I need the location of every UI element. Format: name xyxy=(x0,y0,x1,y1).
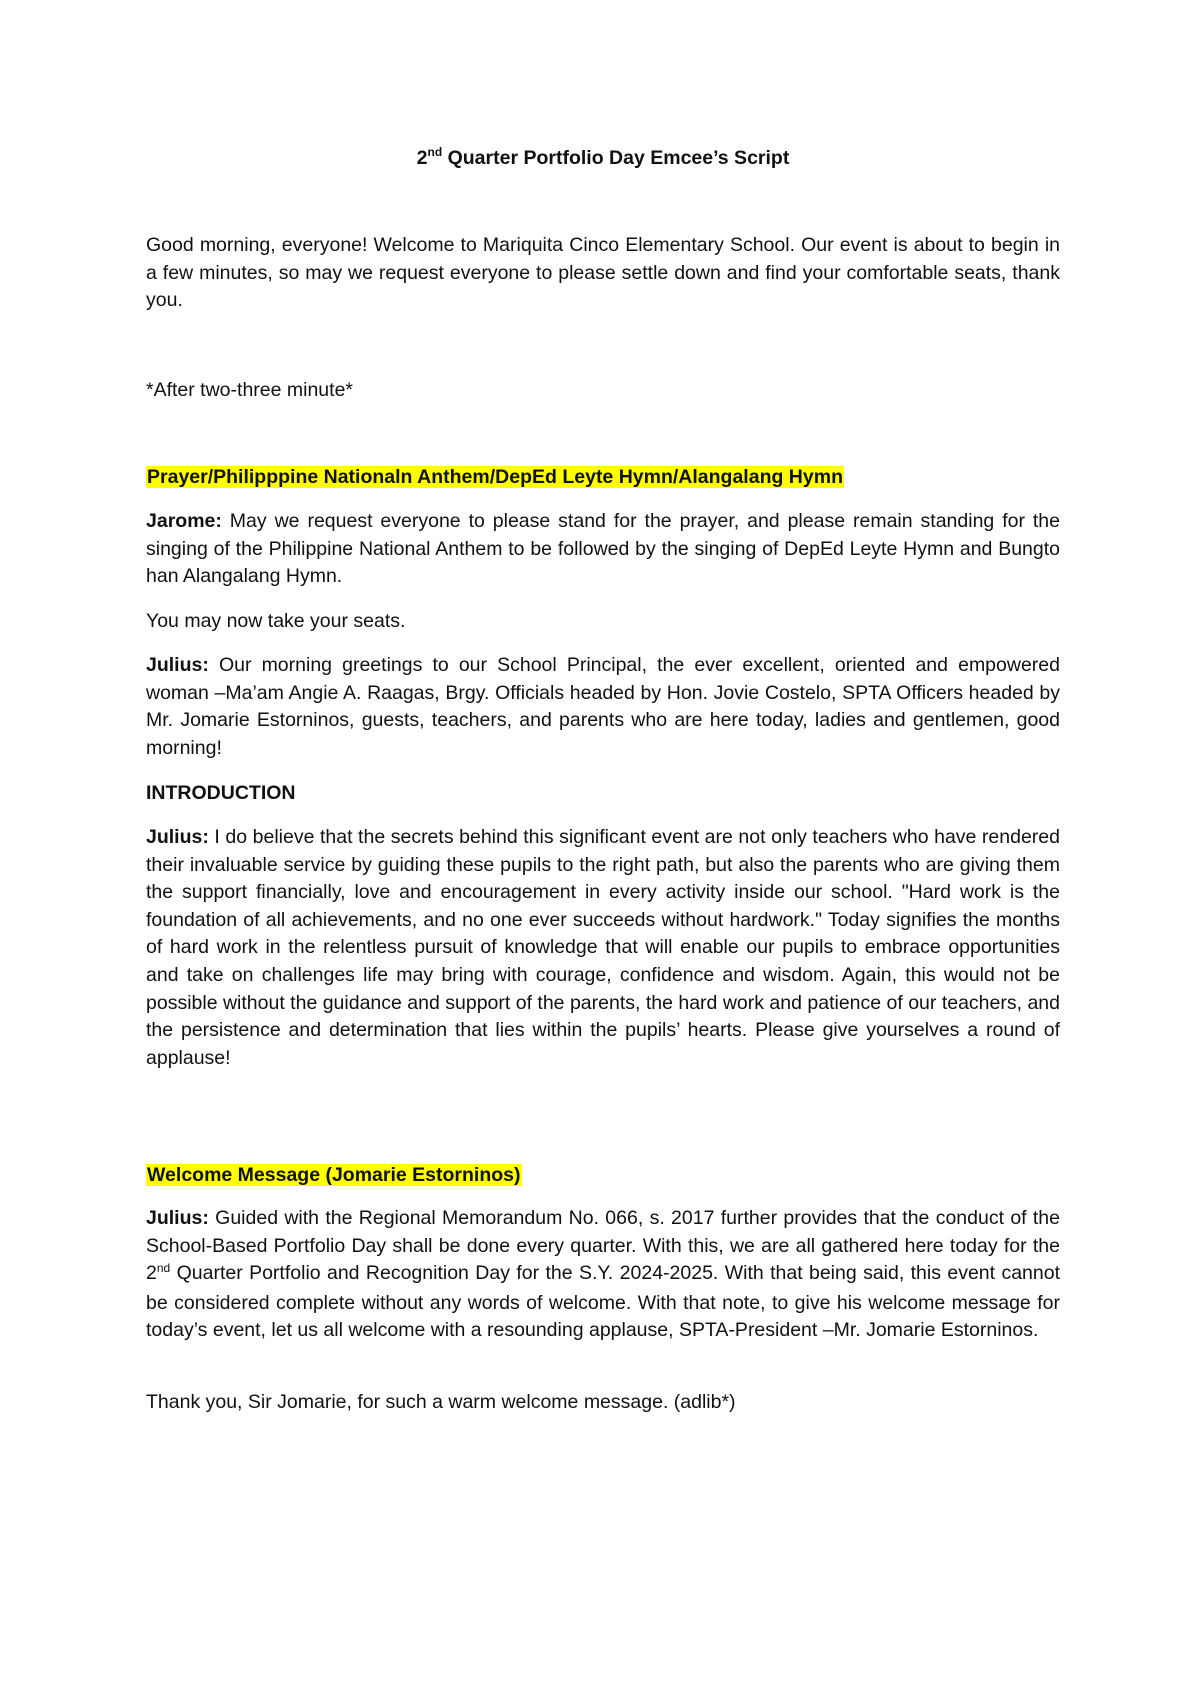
introduction-paragraph-text: I do believe that the secrets behind this significant event are not only teachers who have rendered their invaluable service by guiding these pupils to the right path, but also the parents who are giving them the support financially, love and encouragement in every activity inside our school. "Hard work is the foundation of all achievements, and no one ever succeeds without hardwork." Today signifies the months of hard work in the relentless pursuit of knowledge that will enable our pupils to embrace opportunities and take on challenges life may bring with courage, confidence and wisdom. Again, this would not be possible without the guidance and support of the parents, the hard work and patience of our teachers, and the persistence and determination that lies within the pupils’ hearts. Please give yourselves a round of applause! xyxy=(146,826,1060,1069)
heading-welcome-highlight: Welcome Message (Jomarie Estorninos) xyxy=(147,1164,521,1186)
speaker-jarome: Jarome: xyxy=(146,510,222,532)
heading-welcome-message xyxy=(146,1162,522,1190)
welcome-paragraph xyxy=(146,1205,1060,1345)
speaker-julius: Julius: xyxy=(146,826,209,848)
thanks-line: Thank you, Sir Jomarie, for such a warm welcome message. (adlib*) xyxy=(146,1391,736,1413)
welcome-text-b: Quarter Portfolio and Recognition Day for the S.Y. 2024-2025. With that being said, this event cannot be considered complete without any words of welcome. With that note, to give his welcome message for today’s event, let us all welcome with a resounding applause, SPTA-President –Mr. Jomarie Estorninos. xyxy=(146,1262,1060,1342)
prayer-paragraph-text: May we request everyone to please stand for the prayer, and please remain standing for the singing of the Philippine National Anthem to be followed by the singing of DepEd Leyte Hymn and Bungto han Alangalang Hymn. xyxy=(146,510,1060,588)
take-seats-line: You may now take your seats. xyxy=(146,610,406,632)
heading-introduction: INTRODUCTION xyxy=(146,782,296,804)
title-rest: Quarter Portfolio Day Emcee’s Script xyxy=(442,147,790,169)
heading-prayer-highlight: Prayer/Philipppine Nationaln Anthem/DepEd Leyte Hymn/Alangalang Hymn xyxy=(147,466,843,488)
document-title xyxy=(146,144,1060,174)
speaker-julius: Julius: xyxy=(146,654,209,676)
greetings-paragraph-text: Our morning greetings to our School Principal, the ever excellent, oriented and empowered woman –Ma’am Angie A. Raagas, Brgy. Officials headed by Hon. Jovie Costelo, SPTA Officers headed by Mr. Jomarie Estorninos, guests, teachers, and parents who are here today, ladies and gentlemen, good morning! xyxy=(146,654,1060,759)
title-superscript: nd xyxy=(427,145,443,159)
prayer-paragraph xyxy=(146,508,1060,591)
welcome-text-a: Guided with the Regional Memorandum No. 066, s. 2017 further provides that the conduct of the School-Based Portfolio Day shall be done every quarter. With this, we are all gathered here today for the 2 xyxy=(146,1207,1060,1285)
speaker-julius: Julius: xyxy=(146,1207,209,1229)
introduction-paragraph xyxy=(146,824,1060,1072)
stage-note: *After two-three minute* xyxy=(146,379,354,401)
welcome-ordinal-superscript: nd xyxy=(156,1261,171,1276)
greetings-paragraph xyxy=(146,652,1060,762)
intro-paragraph: Good morning, everyone! Welcome to Mariquita Cinco Elementary School. Our event is about to begin in a few minutes, so may we request everyone to please settle down and find your comfortable seats, thank you. xyxy=(146,234,1060,312)
heading-prayer xyxy=(146,464,844,492)
title-prefix: 2 xyxy=(416,147,428,169)
